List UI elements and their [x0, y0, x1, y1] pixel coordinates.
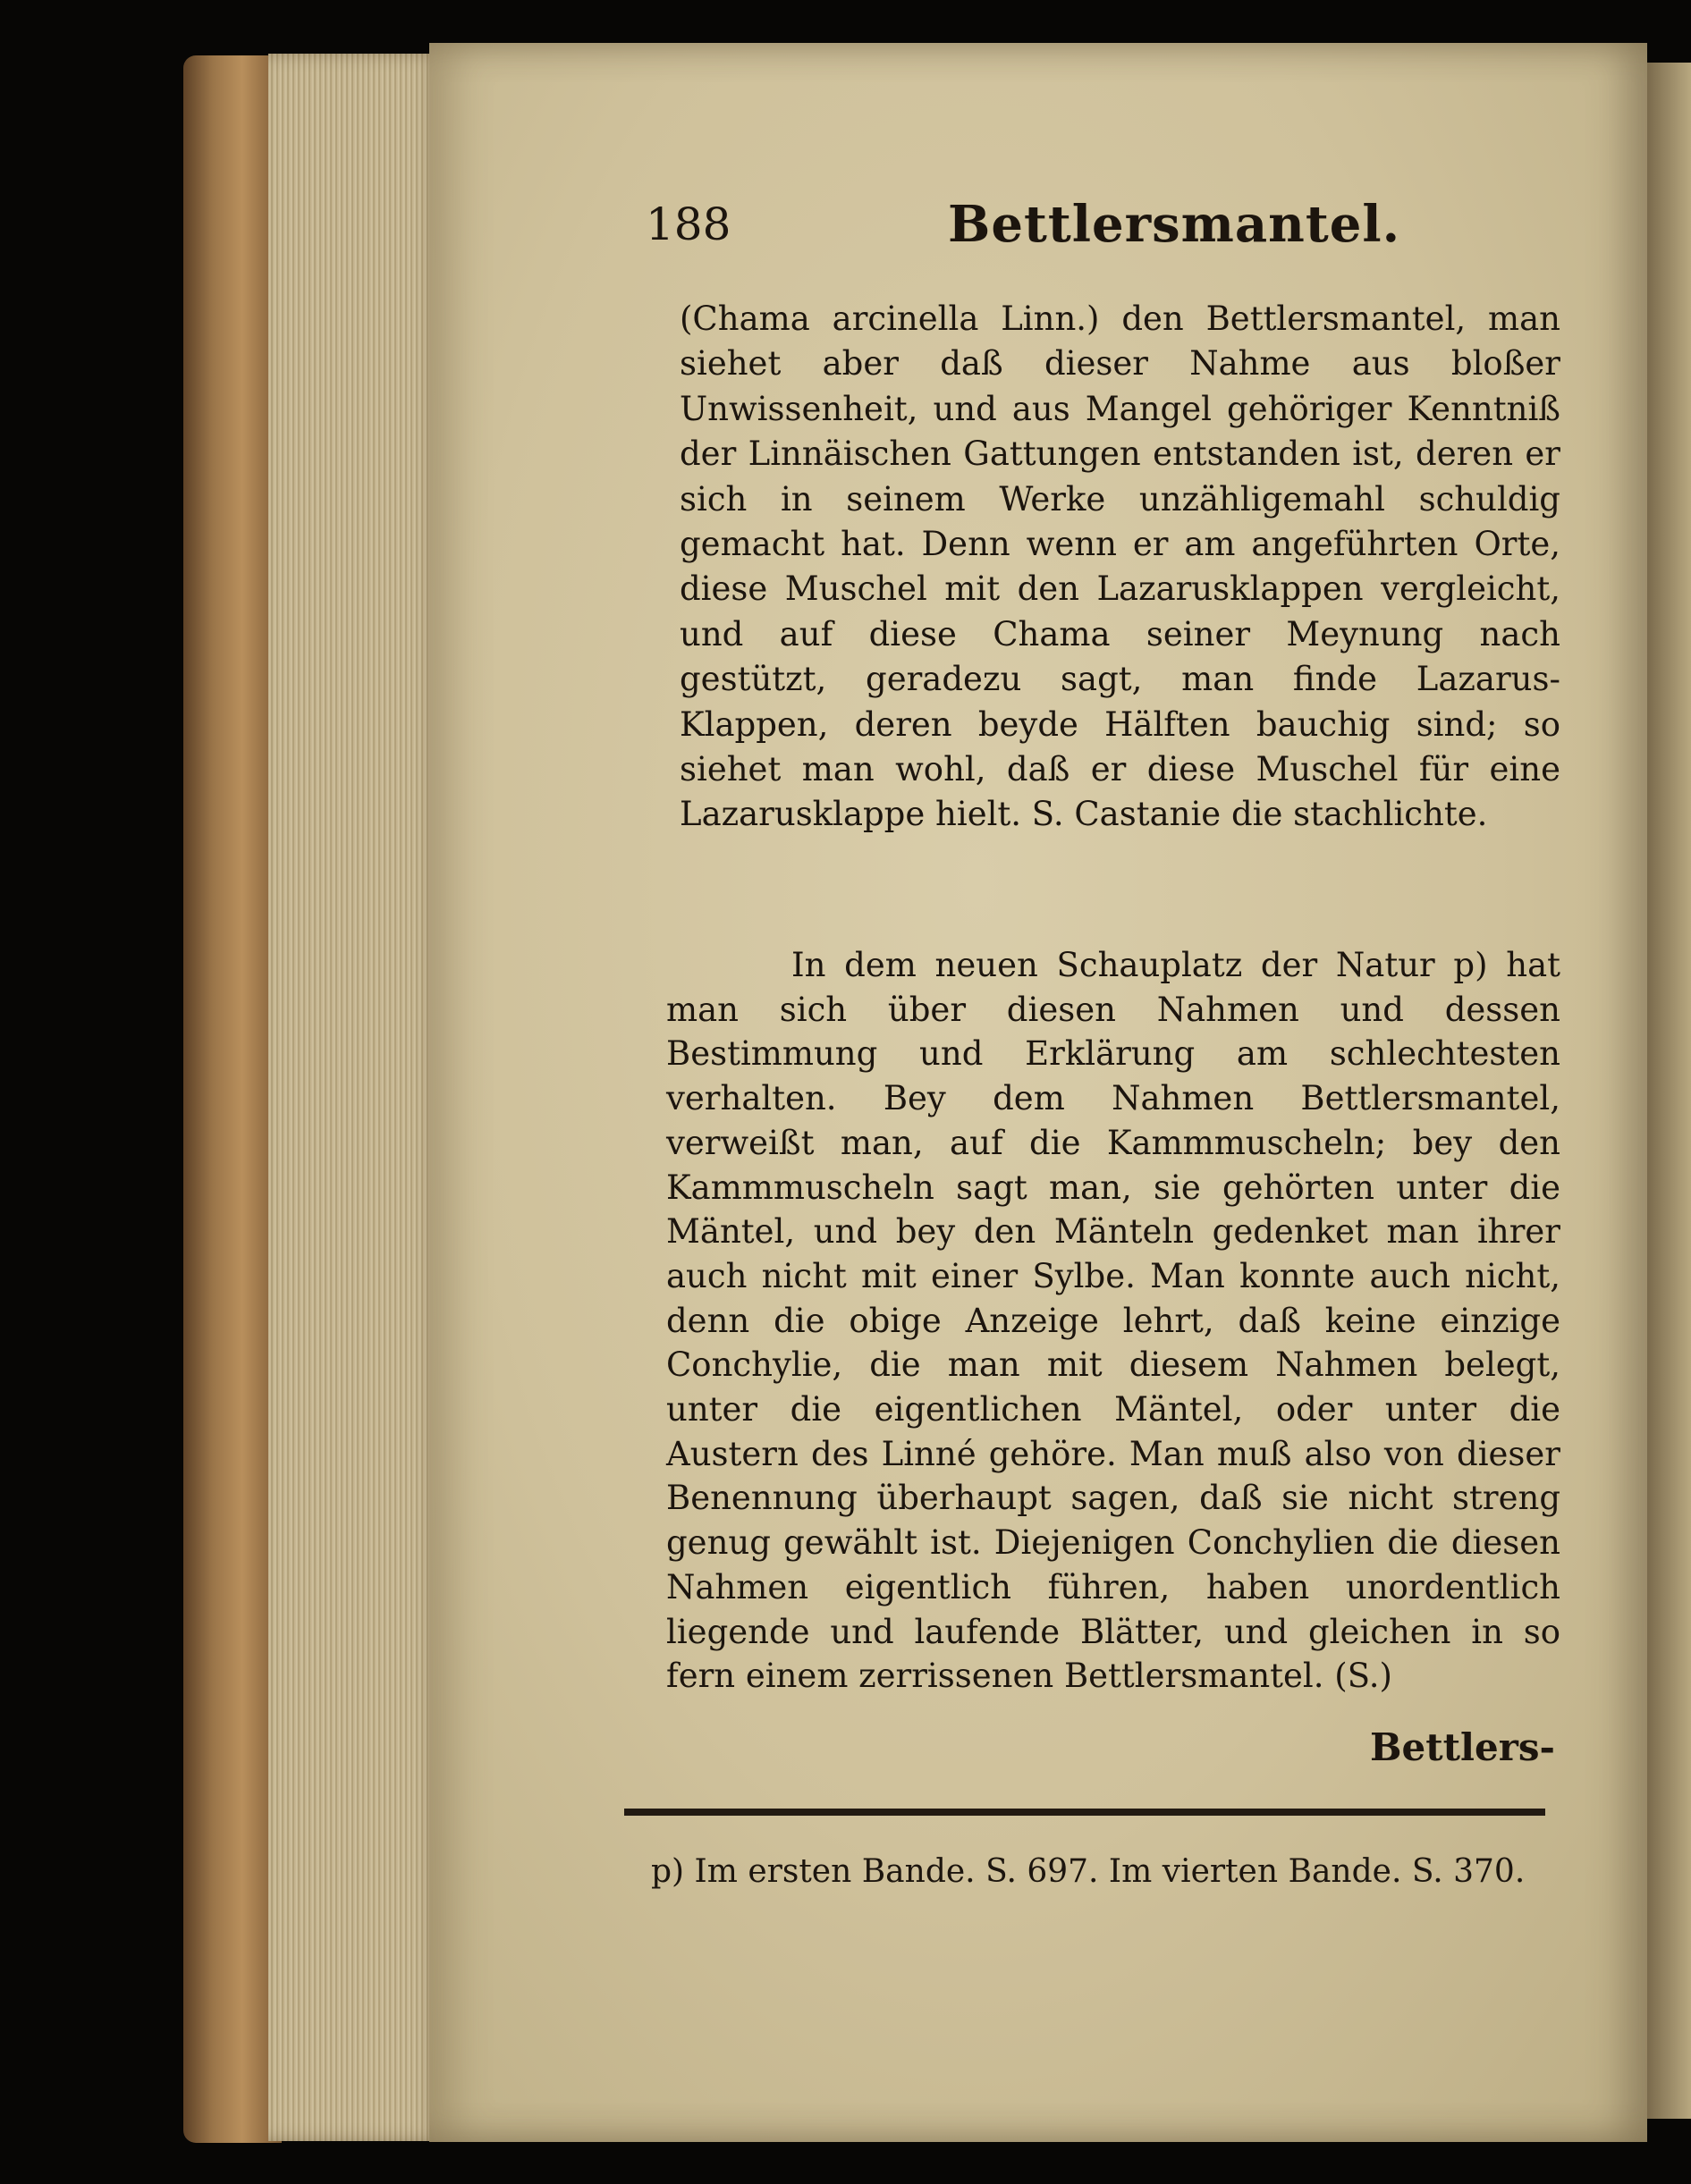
- paragraph-2: In dem neuen Schauplatz der Natur p) hat man sich über diesen Nahmen und dessen Bestimmung und Erklärung am schlechtesten verhalten. Bey dem Nahmen Bettlersmantel, verweißt man, auf die Kammmuscheln; bey den Kammmuscheln sagt man, sie gehörten unter die Mäntel, und bey den Mänteln gedenket man ihrer auch nicht mit einer Sylbe. Man konnte auch nicht, denn die obige Anzeige lehrt, daß keine einzige Conchylie, die man mit diesem Nahmen belegt, unter die eigentlichen Mäntel, oder unter die Austern des Linné gehöre. Man muß also von dieser Benennung überhaupt sagen, daß sie nicht streng genug gewählt ist. Diejenigen Conchylien die diesen Nahmen eigentlich führen, haben unordentlich liegende und laufende Blätter, und gleichen in so fern einem zerrissenen Bettlersmantel. (S.): [666, 946, 1560, 1696]
- page-number: 188: [646, 198, 731, 250]
- running-title: Bettlersmantel.: [948, 195, 1401, 254]
- footnote: p) Im ersten Bande. S. 697. Im vierten Bande. S. 370.: [651, 1853, 1526, 1890]
- catchword: Bettlers-: [1370, 1725, 1555, 1769]
- book-cover: [183, 55, 282, 2143]
- footnote-rule: [624, 1809, 1545, 1816]
- facing-page-edge: [1647, 63, 1691, 2119]
- paragraph-1: (Chama arcinella Linn.) den Bettlersmantel, man siehet aber daß dieser Nahme aus bloßer Unwissenheit, und aus Mangel gehöriger Kenntniß der Linnäischen Gattungen entstanden ist, deren er sich in seinem Werke unzähligemahl schuldig gemacht hat. Denn wenn er am angeführten Orte, diese Muschel mit den Lazarusklappen vergleicht, und auf diese Chama seiner Meynung nach gestützt, geradezu sagt, man finde Lazarus-Klappen, deren beyde Hälften bauchig sind; so siehet man wohl, daß er diese Muschel für eine Lazarusklappe hielt. S. Castanie die stachlichte.: [680, 299, 1560, 834]
- page-edges: [268, 54, 443, 2141]
